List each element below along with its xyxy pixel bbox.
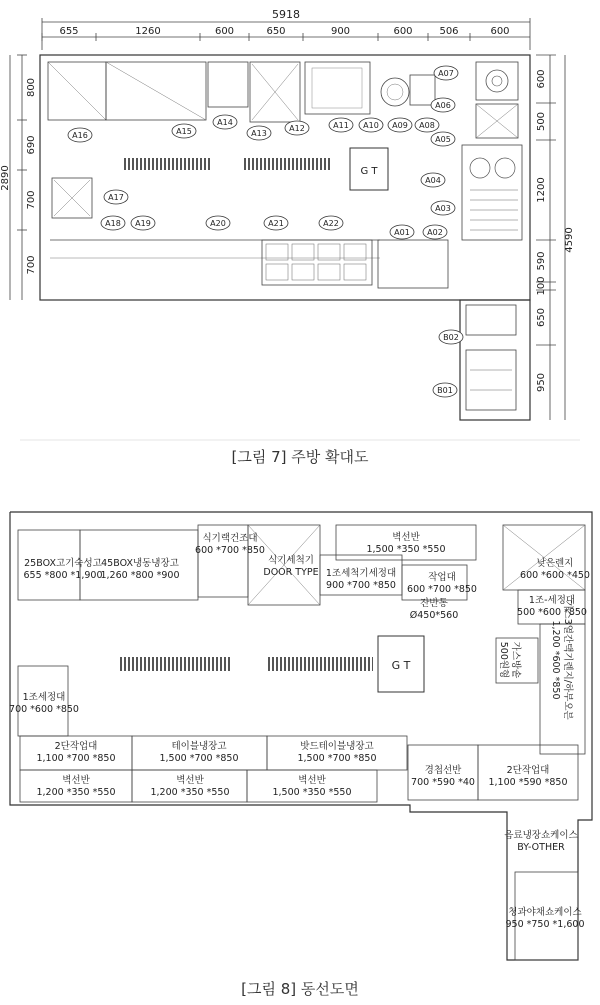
tag-a20	[206, 216, 230, 230]
svg-text:경첩선반: 경첩선반	[424, 765, 462, 776]
top-dim-6: 506	[439, 26, 459, 37]
label-sink-right	[517, 594, 587, 618]
svg-text:900 *700 *850: 900 *700 *850	[326, 580, 396, 591]
svg-text:Ø450*560: Ø450*560	[409, 610, 459, 621]
tag-a04	[421, 173, 445, 187]
right-dimension-column	[536, 55, 556, 392]
svg-text:DOOR TYPE: DOOR TYPE	[263, 567, 319, 578]
svg-text:950 *750 *1,600: 950 *750 *1,600	[505, 919, 585, 930]
label-sink1-top	[326, 567, 396, 591]
svg-text:1,200 *350 *550: 1,200 *350 *550	[150, 787, 230, 798]
tag-a16	[68, 128, 92, 142]
tag-a21	[264, 216, 288, 230]
svg-text:벽선반: 벽선반	[176, 775, 204, 786]
svg-text:A06: A06	[435, 101, 451, 110]
svg-text:1,100 *590 *850: 1,100 *590 *850	[488, 777, 568, 788]
label-drink-case	[504, 829, 577, 853]
svg-text:A21: A21	[268, 219, 284, 228]
tag-b02	[439, 330, 463, 344]
tag-a19	[131, 216, 155, 230]
svg-text:2단작업대: 2단작업대	[506, 765, 550, 776]
left-total-dim: 2890	[0, 165, 11, 191]
svg-text:A13: A13	[251, 129, 267, 138]
figure-8	[9, 512, 592, 960]
left-dim-3: 700	[26, 255, 37, 275]
svg-text:1조-세정대: 1조-세정대	[528, 595, 576, 606]
svg-text:A04: A04	[425, 176, 441, 185]
equipment-labels	[9, 531, 590, 930]
svg-text:A02: A02	[427, 228, 443, 237]
svg-text:600 *700 *850: 600 *700 *850	[407, 584, 477, 595]
svg-text:A05: A05	[435, 135, 451, 144]
svg-text:1,500 *350 *550: 1,500 *350 *550	[366, 544, 446, 555]
svg-text:1,200 *600 *850: 1,200 *600 *850	[550, 620, 561, 700]
svg-text:식기세척기: 식기세척기	[268, 555, 314, 566]
svg-text:A17: A17	[108, 193, 124, 202]
svg-text:벽선반: 벽선반	[298, 775, 326, 786]
left-dim-0: 800	[26, 77, 37, 98]
svg-text:가스3열간택기렌지/하부오븐: 가스3열간택기렌지/하부오븐	[562, 600, 573, 720]
tag-a01	[390, 225, 414, 239]
caption-figure-8: [그림 8] 동선도면	[241, 980, 359, 998]
label-shelf-b1	[36, 774, 115, 798]
svg-text:A08: A08	[419, 121, 435, 130]
svg-text:밧드테이블냉장고: 밧드테이블냉장고	[300, 741, 374, 752]
svg-text:식기랙건조대: 식기랙건조대	[202, 533, 258, 544]
label-shelf-b2	[150, 774, 229, 798]
top-dim-4: 900	[330, 26, 351, 37]
tag-a09	[388, 118, 412, 132]
figure-7	[0, 8, 580, 440]
right-dim-0: 600	[536, 69, 547, 89]
tag-a14	[213, 115, 237, 129]
label-dishwasher	[263, 554, 318, 578]
right-dim-1: 500	[536, 111, 547, 132]
svg-text:청과야채쇼케이스: 청과야채쇼케이스	[508, 907, 582, 918]
annex-outline	[460, 300, 530, 420]
right-dim-3: 590	[536, 251, 547, 271]
label-worktable-top	[407, 571, 477, 595]
svg-text:1,500 *350 *550: 1,500 *350 *550	[272, 787, 352, 798]
total-width-dim: 5918	[272, 8, 300, 21]
svg-text:A12: A12	[289, 124, 305, 133]
tag-a13	[247, 126, 271, 140]
label-scrap-bin	[410, 597, 459, 621]
svg-text:1조세정대: 1조세정대	[22, 692, 66, 703]
svg-text:A09: A09	[392, 121, 408, 130]
tag-a15	[172, 124, 196, 138]
right-dim-6: 950	[536, 372, 547, 393]
tag-a02	[423, 225, 447, 239]
left-dim-1: 690	[26, 135, 37, 155]
svg-text:낮은렌지: 낮은렌지	[536, 558, 574, 569]
top-dim-1: 1260	[135, 26, 161, 37]
tag-b01	[433, 383, 457, 397]
top-dim-0: 655	[59, 26, 79, 37]
svg-text:700 *600 *850: 700 *600 *850	[9, 704, 79, 715]
svg-text:1,260 *800 *900: 1,260 *800 *900	[100, 570, 180, 581]
right-dim-2: 1200	[536, 177, 547, 203]
label-meat-fridge	[23, 557, 102, 581]
svg-text:700 *590 *40: 700 *590 *40	[411, 777, 475, 788]
svg-text:A19: A19	[135, 219, 151, 228]
svg-text:음료냉장쇼케이스: 음료냉장쇼케이스	[504, 830, 578, 841]
label-two-tier-right	[488, 764, 567, 788]
equipment-tags	[68, 66, 463, 397]
tag-a11	[329, 118, 353, 132]
gt-label-fig7: G T	[360, 166, 378, 177]
tag-a17	[104, 190, 128, 204]
top-dimension-row	[42, 26, 510, 41]
svg-text:500원형: 500원형	[498, 641, 509, 679]
svg-text:A07: A07	[438, 69, 454, 78]
svg-text:1,500 *700 *850: 1,500 *700 *850	[297, 753, 377, 764]
label-dish-dryer	[195, 532, 265, 556]
label-gas-range	[550, 600, 574, 719]
svg-text:600 *600 *450: 600 *600 *450	[520, 570, 590, 581]
tag-a07	[434, 66, 458, 80]
top-dim-7: 600	[490, 26, 510, 37]
top-dim-2: 600	[214, 26, 235, 37]
left-dim-2: 700	[26, 190, 37, 210]
svg-text:테이블냉장고: 테이블냉장고	[171, 741, 227, 752]
label-gas-burner	[498, 642, 522, 679]
svg-text:45BOX냉동냉장고: 45BOX냉동냉장고	[101, 558, 179, 569]
svg-text:가스방솥: 가스방솥	[510, 641, 521, 679]
label-veg-case	[505, 906, 584, 930]
top-dim-5: 600	[393, 26, 413, 37]
label-freezer45	[100, 557, 179, 581]
svg-text:25BOX고기숙성고: 25BOX고기숙성고	[24, 558, 102, 569]
tag-a06	[431, 98, 455, 112]
svg-text:A20: A20	[210, 219, 226, 228]
svg-text:2단작업대: 2단작업대	[54, 741, 98, 752]
right-dim-4: 100	[536, 276, 547, 296]
svg-text:A15: A15	[176, 127, 192, 136]
svg-text:500 *600 *850: 500 *600 *850	[517, 607, 587, 618]
svg-text:A16: A16	[72, 131, 88, 140]
svg-text:A10: A10	[363, 121, 379, 130]
tag-a05	[431, 132, 455, 146]
right-dim-5: 650	[536, 307, 547, 328]
svg-text:A01: A01	[394, 228, 410, 237]
label-sink-left	[9, 691, 79, 715]
label-shelf-b3	[272, 774, 351, 798]
label-table-fridge	[159, 740, 238, 764]
svg-text:600 *700 *850: 600 *700 *850	[195, 545, 265, 556]
tag-a08	[415, 118, 439, 132]
svg-text:BY-OTHER: BY-OTHER	[517, 842, 565, 853]
svg-text:1조세척기세정대: 1조세척기세정대	[325, 568, 397, 579]
label-wall-shelf-top	[366, 531, 445, 555]
svg-text:작업대: 작업대	[428, 572, 456, 583]
tag-a18	[101, 216, 125, 230]
tag-a10	[359, 118, 383, 132]
tag-a12	[285, 121, 309, 135]
svg-text:655 *800 *1,900: 655 *800 *1,900	[23, 570, 103, 581]
svg-text:1,500 *700 *850: 1,500 *700 *850	[159, 753, 239, 764]
label-two-tier-left	[36, 740, 115, 764]
svg-text:A11: A11	[333, 121, 349, 130]
svg-text:벽선반: 벽선반	[62, 775, 90, 786]
kitchen-outline	[40, 55, 530, 300]
left-dimension-column	[17, 55, 37, 275]
svg-text:1,100 *700 *850: 1,100 *700 *850	[36, 753, 116, 764]
svg-text:A18: A18	[105, 219, 121, 228]
label-side-shelf	[411, 764, 475, 788]
svg-text:A03: A03	[435, 204, 451, 213]
svg-text:B01: B01	[437, 386, 453, 395]
right-total-dim: 4590	[564, 227, 575, 253]
svg-text:1,200 *350 *550: 1,200 *350 *550	[36, 787, 116, 798]
svg-text:A14: A14	[217, 118, 233, 127]
svg-text:B02: B02	[443, 333, 459, 342]
tag-a03	[431, 201, 455, 215]
gt-label-fig8: G T	[391, 659, 411, 672]
tag-a22	[319, 216, 343, 230]
top-dim-3: 650	[266, 26, 286, 37]
svg-text:잔반통: 잔반통	[420, 598, 448, 609]
svg-text:A22: A22	[323, 219, 339, 228]
caption-figure-7: [그림 7] 주방 확대도	[231, 448, 369, 466]
svg-text:벽선반: 벽선반	[392, 532, 420, 543]
label-low-range	[520, 557, 590, 581]
label-bud-fridge	[297, 740, 376, 764]
